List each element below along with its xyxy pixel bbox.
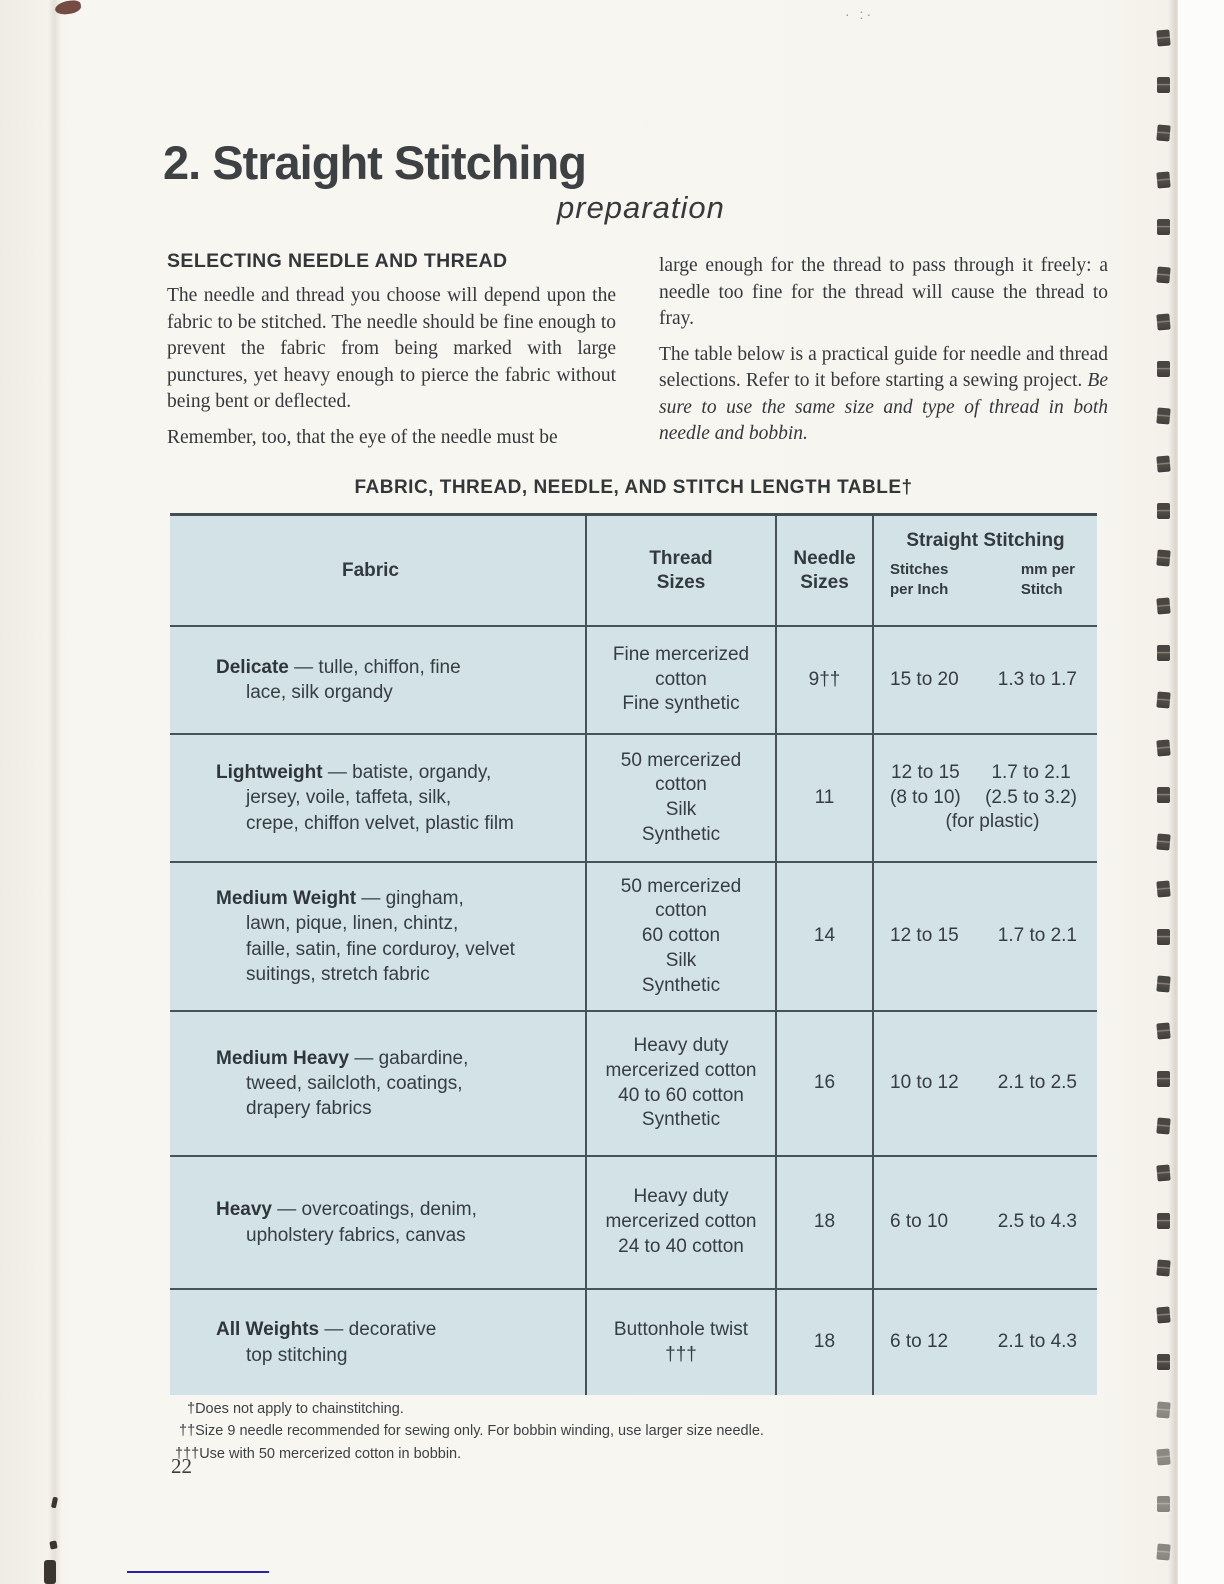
straight-stitching-cell: [872, 1012, 1097, 1155]
intro-heading: SELECTING NEEDLE AND THREAD: [167, 250, 508, 272]
scan-background-strip: [1178, 0, 1224, 1584]
table-row-medium-heavy: [170, 1010, 1097, 1155]
bottom-accent-line: [127, 1571, 269, 1573]
intro-paragraph: The needle and thread you choose will depend upon the fabric to be stitched. The needle should be fine enough to prevent the fabric from being marked with large punctures, yet heavy enough to pierce the fabric without being bent or deflected.: [167, 285, 616, 413]
footnote: †††Use with 50 mercerized cotton in bobbin.: [175, 1445, 462, 1462]
header-thread-sizes: Thread Sizes: [585, 516, 775, 625]
table-row-heavy: [170, 1155, 1097, 1288]
fabric-cell: Delicate — tulle, chiffon, fine lace, silk organdy: [216, 656, 461, 703]
thread-cell: 50 mercerized cotton Silk Synthetic: [585, 735, 775, 861]
fabric-cell: Medium Weight — gingham, lawn, pique, linen, chintz, faille, satin, fine corduroy, velvet suitings, stretch fabric: [216, 888, 515, 985]
needle-cell: 16: [775, 1012, 872, 1155]
fabric-cell: Lightweight — batiste, organdy, jersey, voile, taffeta, silk, crepe, chiffon velvet, plastic film: [216, 762, 514, 834]
intro-paragraph: Remember, too, that the eye of the needle must be: [167, 426, 558, 448]
paragraph-text: The table below is a practical guide for needle and thread selections. Refer to it before starting a sewing project.: [659, 343, 1108, 392]
needle-cell: 9††: [775, 627, 872, 733]
stitches-value: 15 to 20: [890, 668, 959, 690]
mm-value: 2.5 to 4.3: [997, 1211, 1077, 1233]
header-fabric: Fabric: [341, 559, 400, 581]
thread-cell: Heavy duty mercerized cotton 24 to 40 cotton: [585, 1157, 775, 1288]
needle-cell: 14: [775, 863, 872, 1010]
header-mm-per-stitch: mm per Stitch: [1020, 561, 1075, 598]
mm-value: 1.7 to 2.1: [997, 925, 1077, 947]
header-stitches-per-inch: Stitches per Inch: [890, 561, 949, 598]
table-row-all-weights: [170, 1288, 1097, 1395]
table-header-row: [170, 516, 1097, 625]
fabric-cell: Medium Heavy — gabardine, tweed, sailcloth, coatings, drapery fabrics: [216, 1047, 469, 1120]
stitches-value: 6 to 10: [890, 1211, 949, 1233]
straight-stitching-cell: [872, 627, 1097, 733]
thread-cell: 50 mercerized cotton 60 cotton Silk Synthetic: [585, 863, 775, 1010]
table-row-lightweight: [170, 733, 1097, 861]
paragraph-text-italic: Be sure to use the same size and type of thread in both needle and bobbin.: [659, 370, 1108, 445]
mm-value: 1.3 to 1.7: [997, 668, 1077, 690]
thread-cell: Buttonhole twist †††: [585, 1290, 775, 1395]
intro-paragraph: large enough for the thread to pass through it freely: a needle too fine for the thread will cause the thread to fray.: [659, 255, 1108, 330]
table-row-medium-weight: [170, 861, 1097, 1010]
needle-cell: 11: [775, 735, 872, 861]
mm-value: 2.1 to 2.5: [997, 1072, 1077, 1094]
straight-stitching-cell: [872, 863, 1097, 1010]
thread-cell: Heavy duty mercerized cotton 40 to 60 cotton Synthetic: [585, 1012, 775, 1155]
needle-cell: 18: [775, 1290, 872, 1395]
mm-value: 2.1 to 4.3: [997, 1331, 1077, 1353]
thread-cell: Fine mercerized cotton Fine synthetic: [585, 627, 775, 733]
stitches-value: 6 to 12: [890, 1331, 949, 1353]
page-number: 22: [171, 1454, 192, 1478]
header-straight-stitching: [872, 516, 1097, 625]
fabric-thread-needle-table: [170, 513, 1097, 1395]
intro-right-column: [659, 253, 1108, 457]
page-left-edge: [48, 0, 62, 1584]
mm-value: 1.7 to 2.1 (2.5 to 3.2): [985, 761, 1077, 808]
header-straight-title: Straight Stitching: [906, 530, 1065, 551]
section-subtitle: preparation: [557, 190, 725, 225]
fabric-cell: All Weights — decorative top stitching: [216, 1319, 437, 1366]
footnote: ††Size 9 needle recommended for sewing only. For bobbin winding, use larger size needle.: [179, 1423, 764, 1440]
footnote: †Does not apply to chainstitching.: [187, 1401, 404, 1417]
scan-speckles: · :·: [845, 6, 875, 22]
intro-left-column: [167, 250, 616, 460]
chapter-title: 2. Straight Stitching: [163, 136, 586, 190]
stitches-value: 10 to 12: [890, 1072, 959, 1094]
stitches-value: 12 to 15: [890, 925, 959, 947]
plastic-note: (for plastic): [945, 811, 1040, 833]
header-needle-sizes: Needle Sizes: [775, 516, 872, 625]
stitches-value: 12 to 15 (8 to 10): [890, 761, 961, 808]
fabric-cell: Heavy — overcoatings, denim, upholstery fabrics, canvas: [216, 1199, 477, 1246]
table-row-delicate: [170, 625, 1097, 733]
table-footnotes: [175, 1398, 975, 1465]
straight-stitching-cell: [872, 1290, 1097, 1395]
table-title: FABRIC, THREAD, NEEDLE, AND STITCH LENGTH TABLE†: [354, 477, 913, 498]
needle-cell: 18: [775, 1157, 872, 1288]
straight-stitching-cell: [872, 1157, 1097, 1288]
straight-stitching-cell: [872, 735, 1097, 861]
intro-paragraph: [659, 342, 1108, 448]
